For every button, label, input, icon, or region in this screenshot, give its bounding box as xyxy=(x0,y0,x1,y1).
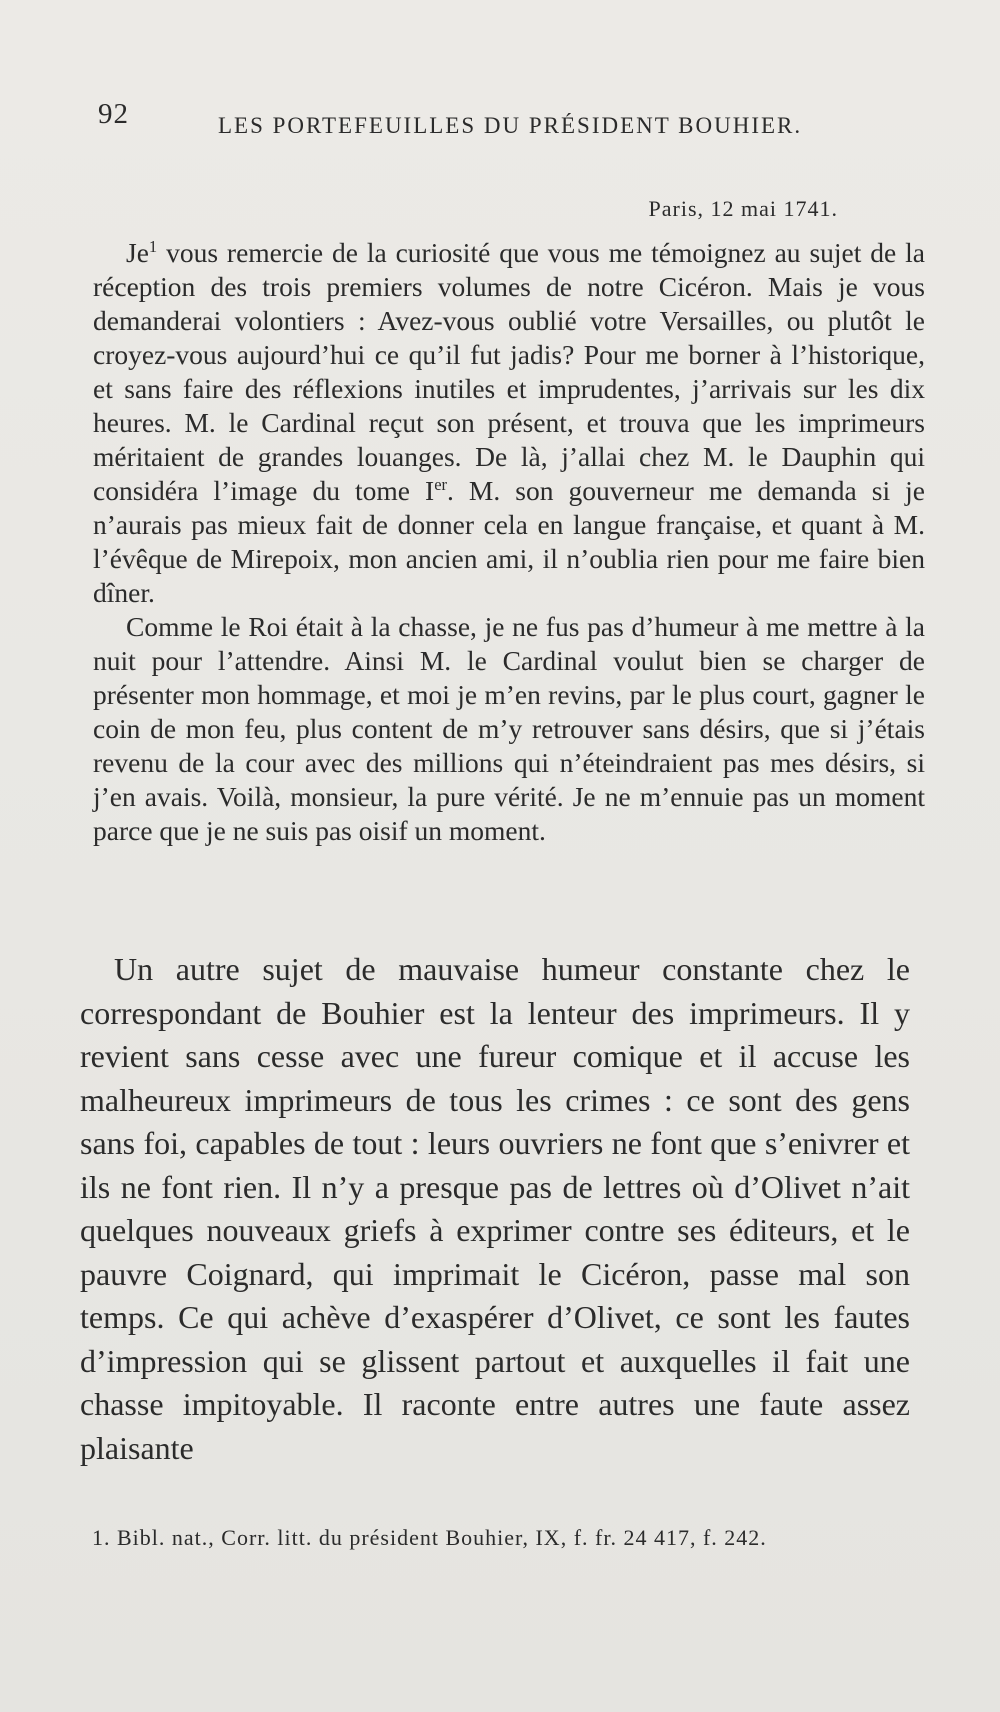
footnote-reference: 1 xyxy=(148,236,158,256)
page-header xyxy=(98,98,850,138)
letter-paragraph-end: . M. son gouverneur me demanda si je n’aurais pas mieux fait de donner cela en langue française, et quant à M. l’évêque de Mirepoix, mon ancien ami, il n’oublia rien pour me faire bien dîner. xyxy=(93,475,925,608)
letter-dateline: Paris, 12 mai 1741. xyxy=(648,196,838,221)
letter-paragraph-text: vous remercie de la curiosité que vous me témoignez au sujet de la réception des trois premiers volumes de notre Cicéron. Mais je vous demanderai volontiers : Avez-vous oublié votre Versailles, ou plutôt le croyez-vous aujourd’hui ce qu’il fut jadis? Pour me borner à l’historique, et sans faire des réflexions inutiles et imprudentes, j’arrivais sur les dix heures. M. le Cardinal reçut son présent, et trouva que les imprimeurs méritaient de grandes louanges. De là, j’allai chez M. le Dauphin qui considéra l’image du tome I xyxy=(93,237,925,506)
running-title: LES PORTEFEUILLES DU PRÉSIDENT BOUHIER. xyxy=(218,113,803,138)
page-number: 92 xyxy=(98,98,129,130)
tome-superscript: er xyxy=(434,474,448,494)
letter-paragraph xyxy=(93,236,925,610)
footnote: 1. Bibl. nat., Corr. litt. du président Bouhier, IX, f. fr. 24 417, f. 242. xyxy=(92,1525,767,1550)
letter-paragraph: Comme le Roi était à la chasse, je ne fus pas d’humeur à me mettre à la nuit pour l’attendre. Ainsi M. le Cardinal voulut bien se charger de présenter mon hommage, et moi je m’en revins, par le plus court, gagner le coin de mon feu, plus content de m’y retrouver sans désirs, que si j’étais revenu de la cour avec des millions qui n’éteindraient pas mes désirs, si j’en avais. Voilà, monsieur, la pure vérité. Je ne m’ennuie pas un moment parce que je ne suis pas oisif un moment. xyxy=(93,611,925,846)
letter-opening-word: Je xyxy=(126,237,149,268)
body-paragraph: Un autre sujet de mauvaise humeur constante chez le correspondant de Bouhier est la lenteur des imprimeurs. Il y revient sans cesse avec une fureur comique et il accuse les malheureux imprimeurs de tous les crimes : ce sont des gens sans foi, capables de tout : leurs ouvriers ne font que s’enivrer et ils ne font rien. Il n’y a presque pas de lettres où d’Olivet n’ait quelques nouveaux griefs à exprimer contre ses éditeurs, et le pauvre Coignard, qui imprimait le Cicéron, passe mal son temps. Ce qui achève d’exaspérer d’Olivet, ce sont les fautes d’impression qui se glissent partout et auxquelles il fait une chasse impitoyable. Il raconte entre autres une faute assez plaisante xyxy=(80,951,910,1466)
letter-quotation xyxy=(93,236,925,848)
